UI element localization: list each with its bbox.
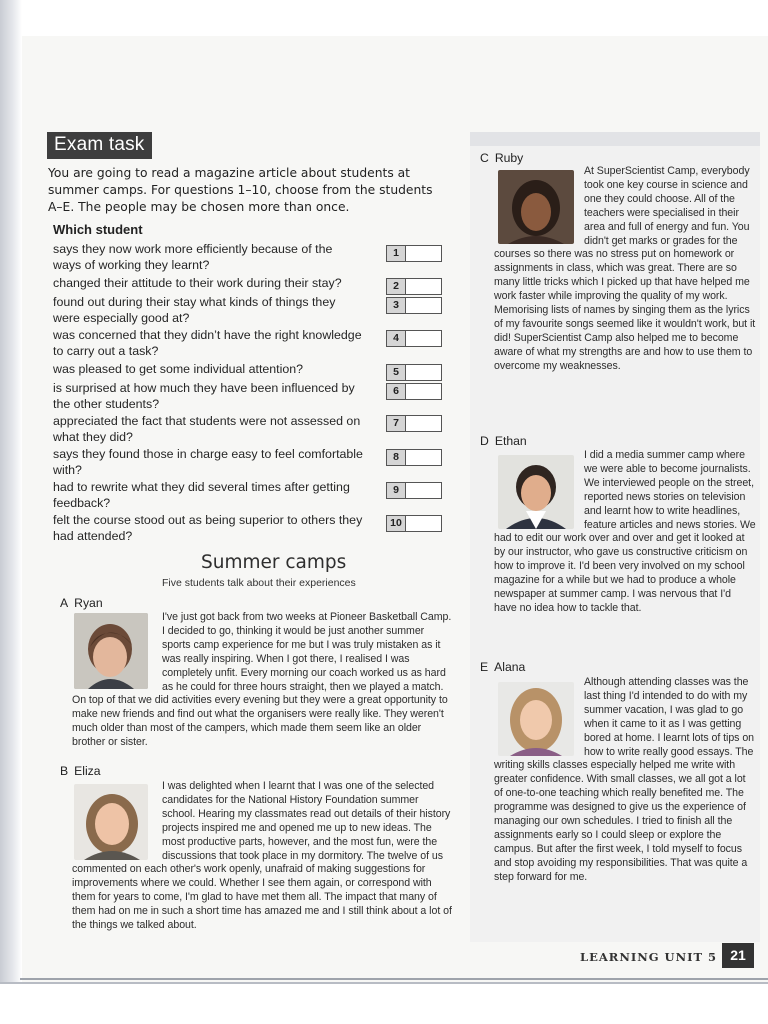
student-name: Ryan	[74, 596, 103, 610]
article-subtitle: Five students talk about their experiences	[162, 577, 356, 589]
answer-box-3[interactable]	[386, 297, 442, 314]
page-bottom-margin	[0, 982, 768, 1024]
photo-wrap-spacer	[72, 780, 162, 862]
student-letter: C	[480, 151, 489, 165]
question-number: 5	[387, 365, 406, 380]
answer-box-4[interactable]	[386, 330, 442, 347]
student-paragraph: At SuperScientist Camp, everybody took one key course in science and one they could choose. All of the teachers were specialised in their area and full of energy and fun. You didn't get marks or grades for the courses so there was no stress put on homework or assignments in class, which was great. There are so many little tricks which I picked up that have helped me work faster while improving the quality of my work. Memorising lists of names by singing them as the lyrics of my favourite songs seemed like it wouldn't work, but it did! SuperScientist Camp also helped me to become aware of what my strengths are and how to use them to overcome my weaknesses.	[494, 165, 756, 372]
student-paragraph: I was delighted when I learnt that I was one of the selected candidates for the National History Foundation summer school. Hearing my classmates read out details of their history projects inspired me and opened me up to new ideas. The most productive parts, however, and the most fun, were the discussions that took place in my dormitory. The twelve of us commented on each other's work openly, unafraid of making suggestions for improvements where we could. Whether I see them again, or correspond with them for years to come, I'm glad to have met them all. The impact that many of them had on me in such a short time has amazed me and I still think about a lot of the things we talked about.	[72, 780, 452, 932]
student-text-eliza	[72, 780, 452, 933]
student-name: Alana	[494, 660, 526, 674]
student-letter: D	[480, 434, 489, 448]
student-name: Ethan	[494, 434, 527, 448]
question-1: says they now work more efficiently because of the ways of working they learnt?	[53, 242, 333, 272]
page-gutter	[0, 0, 22, 1024]
student-letter: B	[60, 764, 69, 778]
student-paragraph: Although attending classes was the last thing I'd intended to do with my summer vacation, I was glad to go when it came to it as I was getting bored at home. I learnt lots of tips on how to write really good essays. The writing skills classes especially helped me write with greater confidence. With small classes, we all got a lot of one-to-one teaching which really benefited me. The programme was designed to give us the experience of managing our own schedules. I tried to finish all the assignments early so I could sleep or explore the campus. But after the first week, I told myself to focus and stop avoiding my responsibilities. That was quite a step forward for me.	[494, 676, 755, 883]
question-number: 8	[387, 450, 406, 465]
question-number: 4	[387, 331, 406, 346]
question-7: appreciated the fact that students were not assessed on what they did?	[53, 414, 361, 444]
student-letter: A	[60, 596, 69, 610]
question-number: 3	[387, 298, 406, 313]
question-3: found out during their stay what kinds of things they were especially good at?	[53, 295, 336, 325]
question-number: 10	[387, 516, 406, 531]
exam-task-heading: Exam task	[47, 132, 152, 159]
student-paragraph: I did a media summer camp where we were able to become journalists. We interviewed people on the street, reported news stories on television and learnt how to write headlines, feature articles and news stories. We had to edit our work over and over and get it looked at by our instructor, who gave us constructive criticism on how to improve it. I'd been very involved on my school magazine for a while but we had to produce a whole newspaper at summer camp. I was nervous that I'd have no idea how to tackle that.	[494, 449, 756, 614]
answer-box-1[interactable]	[386, 245, 442, 262]
student-text-alana	[494, 676, 756, 885]
answer-box-2[interactable]	[386, 278, 442, 295]
question-number: 1	[387, 246, 406, 261]
photo-wrap-spacer	[494, 165, 584, 247]
student-heading-c	[480, 151, 523, 165]
question-8: says they found those in charge easy to feel comfortable with?	[53, 447, 363, 477]
question-4: was concerned that they didn’t have the right knowledge to carry out a task?	[53, 328, 362, 358]
student-text-ethan	[494, 449, 756, 616]
student-text-ruby	[494, 165, 756, 374]
student-letter: E	[480, 660, 489, 674]
student-name: Eliza	[74, 764, 101, 778]
question-number: 7	[387, 416, 406, 431]
answer-box-10[interactable]	[386, 515, 442, 532]
unit-label: LEARNING UNIT 5	[580, 950, 718, 964]
which-student-label: Which student	[53, 222, 143, 237]
student-heading-a	[60, 596, 103, 610]
right-column-header-strip	[470, 132, 760, 146]
article-title: Summer camps	[201, 552, 347, 573]
exam-instructions: You are going to read a magazine article about students at summer camps. For questions 1–10, choose from the students A–E. The people may be chosen more than once.	[48, 166, 433, 214]
student-heading-b	[60, 764, 101, 778]
page-number: 21	[722, 943, 754, 968]
answer-box-8[interactable]	[386, 449, 442, 466]
question-number: 9	[387, 483, 406, 498]
answer-box-6[interactable]	[386, 383, 442, 400]
answer-box-7[interactable]	[386, 415, 442, 432]
question-9: had to rewrite what they did several times after getting feedback?	[53, 480, 350, 510]
photo-wrap-spacer	[72, 611, 162, 693]
page-edge	[20, 978, 768, 980]
student-heading-d	[480, 434, 527, 448]
photo-wrap-spacer	[494, 676, 584, 758]
question-10: felt the course stood out as being superior to others they had attended?	[53, 513, 363, 543]
question-number: 6	[387, 384, 406, 399]
student-heading-e	[480, 660, 525, 674]
question-2: changed their attitude to their work during their stay?	[53, 276, 342, 290]
question-5: was pleased to get some individual attention?	[53, 362, 304, 376]
photo-wrap-spacer	[494, 449, 584, 531]
answer-box-5[interactable]	[386, 364, 442, 381]
student-paragraph: I've just got back from two weeks at Pioneer Basketball Camp. I decided to go, thinking it would be just another summer sports camp experience for me but I was truly mistaken as it was really inspiring. When I got there, I realised I was completely unfit. Every morning our coach worked us as hard as he could for three hours straight, then we played a match. On top of that we did activities every evening but they were a great opportunity to make new friends and find out what the organisers were really like. They weren't much older than most of the campers, which made them seem like an older brother or sister.	[72, 611, 452, 749]
answer-box-9[interactable]	[386, 482, 442, 499]
student-text-ryan	[72, 611, 452, 750]
student-name: Ruby	[494, 151, 524, 165]
question-number: 2	[387, 279, 406, 294]
question-6: is surprised at how much they have been influenced by the other students?	[53, 381, 355, 411]
